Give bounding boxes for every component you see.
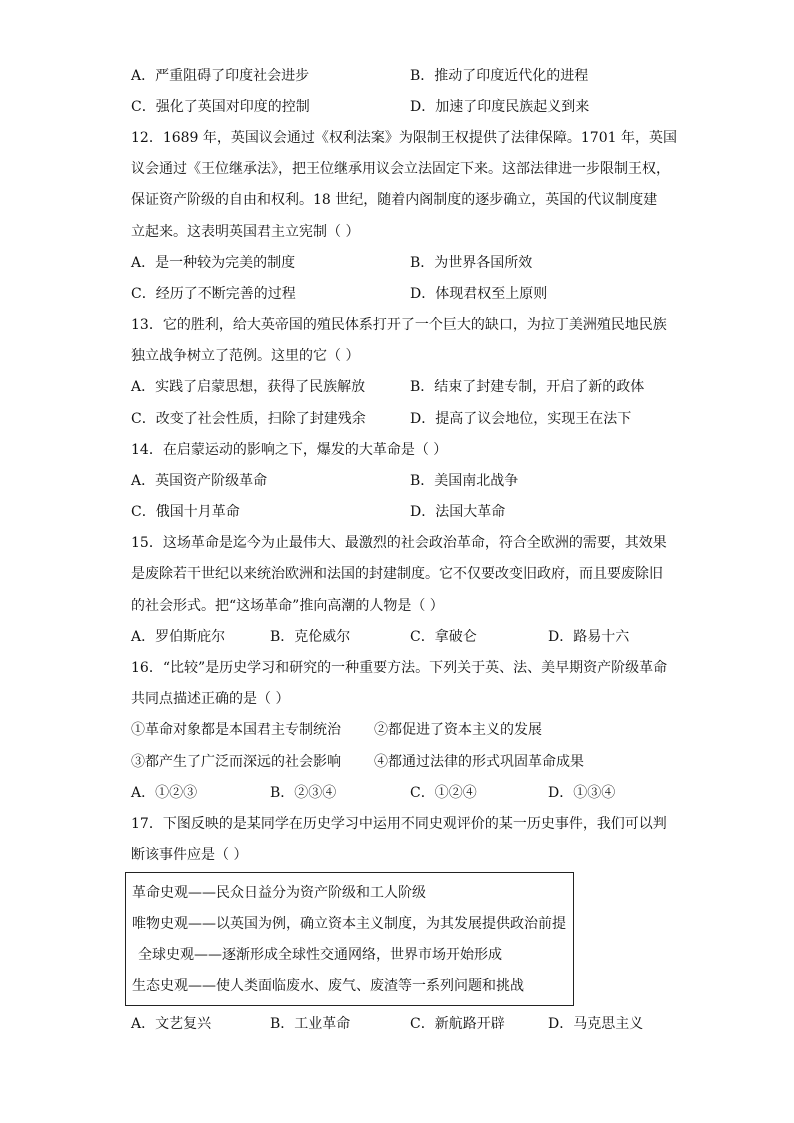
q15-option-b[interactable]: B．克伦威尔 [270,629,351,645]
q16-option-c[interactable]: C．①②④ [410,785,477,801]
q13-option-d[interactable]: D．提高了议会地位，实现王在法下 [410,411,632,427]
q14-option-d[interactable]: D．法国大革命 [410,504,506,520]
q12-stem-line-4: 立起来。这表明英国君主立宪制（ ） [131,224,360,240]
historical-views-box [125,872,574,1006]
q17-option-d[interactable]: D．马克思主义 [548,1016,644,1032]
q16-statement-1: ①革命对象都是本国君主专制统治 [131,722,341,738]
q13-option-b[interactable]: B．结束了封建专制，开启了新的政体 [410,379,645,395]
q15-stem-line-3: 的社会形式。把“这场革命”推向高潮的人物是（ ） [131,598,444,614]
q11-option-b[interactable]: B．推动了印度近代化的进程 [410,68,589,84]
q15-stem-line-2: 是废除若干世纪以来统治欧洲和法国的封建制度。它不仅要改变旧政府，而且要废除旧 [131,566,663,582]
global-view-line: 全球史观——逐渐形成全球性交通网络，世界市场开始形成 [138,947,502,963]
q17-option-c[interactable]: C．新航路开辟 [410,1016,505,1032]
q15-option-a[interactable]: A．罗伯斯庇尔 [131,629,226,645]
q11-option-a[interactable]: A．严重阻碍了印度社会进步 [131,68,310,84]
q12-stem-line-1: 12．1689 年，英国议会通过《权利法案》为限制王权提供了法律保障。1701 年，英国 [131,130,677,146]
q12-stem-line-2: 议会通过《王位继承法》，把王位继承用议会立法固定下来。这部法律进一步限制王权， [131,161,670,177]
q12-option-c[interactable]: C．经历了不断完善的过程 [131,286,296,302]
q12-option-b[interactable]: B．为世界各国所效 [410,255,533,271]
q16-statement-3: ③都产生了广泛而深远的社会影响 [131,754,341,770]
q16-option-d[interactable]: D．①③④ [548,785,616,801]
q16-option-b[interactable]: B．②③④ [270,785,337,801]
q12-option-d[interactable]: D．体现君权至上原则 [410,286,548,302]
q11-option-d[interactable]: D．加速了印度民族起义到来 [410,99,590,115]
q16-stem-line-1: 16．“比较”是历史学习和研究的一种重要方法。下列关于英、法、美早期资产阶级革命 [131,660,668,676]
q13-stem-line-1: 13．它的胜利，给大英帝国的殖民体系打开了一个巨大的缺口，为拉丁美洲殖民地民族 [131,317,667,333]
q17-stem-line-1: 17．下图反映的是某同学在历史学习中运用不同史观评价的某一历史事件，我们可以判 [131,816,667,832]
q13-option-c[interactable]: C．改变了社会性质，扫除了封建残余 [131,411,366,427]
q17-stem-line-2: 断该事件应是（ ） [131,847,248,863]
q15-option-d[interactable]: D．路易十六 [548,629,630,645]
q17-option-a[interactable]: A．文艺复兴 [131,1016,212,1032]
q13-stem-line-2: 独立战争树立了范例。这里的它（ ） [131,348,360,364]
ecological-view-line: 生态史观——使人类面临废水、废气、废渣等一系列问题和挑战 [132,978,524,994]
q14-option-b[interactable]: B．美国南北战争 [410,473,519,489]
q15-stem-line-1: 15．这场革命是迄今为止最伟大、最激烈的社会政治革命，符合全欧洲的需要，其效果 [131,535,667,551]
q11-option-c[interactable]: C．强化了英国对印度的控制 [131,99,310,115]
q14-stem-line-1: 14．在启蒙运动的影响之下，爆发的大革命是（ ） [131,442,448,458]
q12-stem-line-3: 保证资产阶级的自由和权利。18 世纪，随着内阁制度的逐步确立，英国的代议制度建 [131,192,658,208]
q14-option-c[interactable]: C．俄国十月革命 [131,504,240,520]
q13-option-a[interactable]: A．实践了启蒙思想，获得了民族解放 [131,379,366,395]
q15-option-c[interactable]: C．拿破仑 [410,629,477,645]
q16-option-a[interactable]: A．①②③ [131,785,198,801]
q17-option-b[interactable]: B．工业革命 [270,1016,351,1032]
revolution-view-line: 革命史观——民众日益分为资产阶级和工人阶级 [132,885,426,901]
materialist-view-line: 唯物史观——以英国为例，确立资本主义制度，为其发展提供政治前提 [132,916,566,932]
q12-option-a[interactable]: A．是一种较为完美的制度 [131,255,296,271]
q16-statement-4: ④都通过法律的形式巩固革命成果 [374,754,584,770]
q16-statement-2: ②都促进了资本主义的发展 [374,722,542,738]
q14-option-a[interactable]: A．英国资产阶级革命 [131,473,268,489]
q16-stem-line-2: 共同点描述正确的是（ ） [131,691,290,707]
